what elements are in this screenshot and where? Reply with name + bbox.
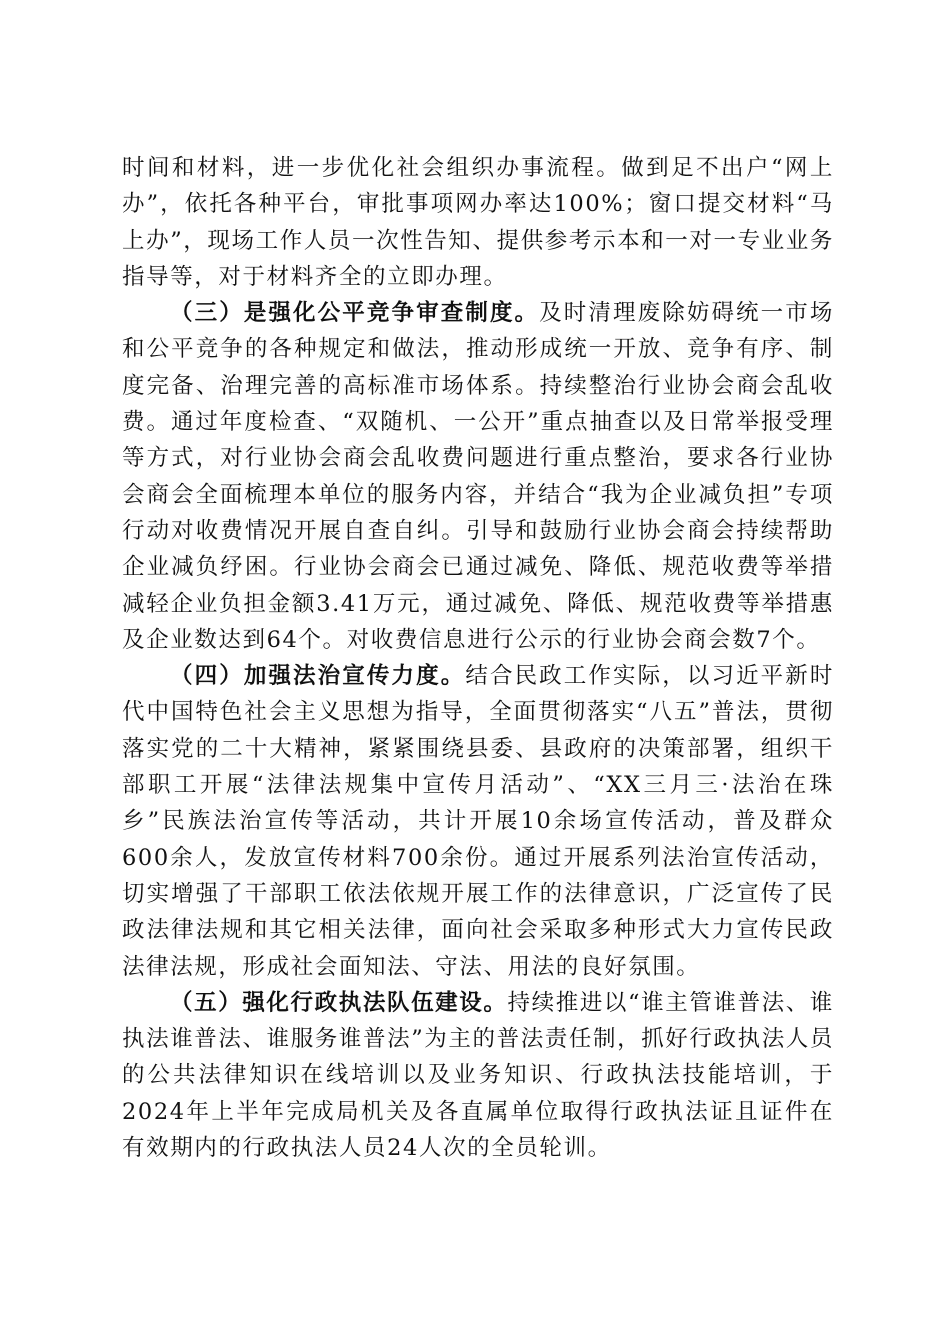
- paragraph-continuation: [122, 150, 834, 295]
- document-body: [122, 150, 834, 1166]
- section-heading-5: （五）强化行政执法队伍建设。: [170, 989, 508, 1016]
- section-heading-3: （三）是强化公平竞争审查制度。: [170, 300, 540, 327]
- paragraph-section-3: [122, 295, 834, 658]
- paragraph-text: 结合民政工作实际，以习近平新时代中国特色社会主义思想为指导，全面贯彻落实“八五”普法，贯彻落实党的二十大精神，紧紧围绕县委、县政府的决策部署，组织干部职工开展“法律法规集中宣传月活动”、“XX三月三·法治在珠乡”民族法治宣传等活动，共计开展10余场宣传活动，普及群众600余人，发放宣传材料700余份。通过开展系列法治宣传活动，切实增强了干部职工依法依规开展工作的法律意识，广泛宣传了民政法律法规和其它相关法律，面向社会采取多种形式大力宣传民政法律法规，形成社会面知法、守法、用法的良好氛围。: [122, 663, 834, 980]
- paragraph-section-5: [122, 985, 834, 1166]
- paragraph-text: 持续推进以“谁主管谁普法、谁执法谁普法、谁服务谁普法”为主的普法责任制，抓好行政执法人员的公共法律知识在线培训以及业务知识、行政执法技能培训，于2024年上半年完成局机关及各直属单位取得行政执法证且证件在有效期内的行政执法人员24人次的全员轮训。: [122, 989, 835, 1162]
- paragraph-text: 及时清理废除妨碍统一市场和公平竞争的各种规定和做法，推动形成统一开放、竞争有序、制度完备、治理完善的高标准市场体系。持续整治行业协会商会乱收费。通过年度检查、“双随机、一公开”重点抽查以及日常举报受理等方式，对行业协会商会乱收费问题进行重点整治，要求各行业协会商会全面梳理本单位的服务内容，并结合“我为企业减负担”专项行动对收费情况开展自查自纠。引导和鼓励行业协会商会持续帮助企业减负纾困。行业协会商会已通过减免、降低、规范收费等举措减轻企业负担金额3.41万元，通过减免、降低、规范收费等举措惠及企业数达到64个。对收费信息进行公示的行业协会商会数7个。: [122, 300, 834, 653]
- section-heading-4: （四）加强法治宣传力度。: [170, 663, 466, 690]
- paragraph-text: 时间和材料，进一步优化社会组织办事流程。做到足不出户“网上办”，依托各种平台，审批事项网办率达100%；窗口提交材料“马上办”，现场工作人员一次性告知、提供参考示本和一对一专业业务指导等，对于材料齐全的立即办理。: [122, 155, 835, 290]
- paragraph-section-4: [122, 658, 834, 985]
